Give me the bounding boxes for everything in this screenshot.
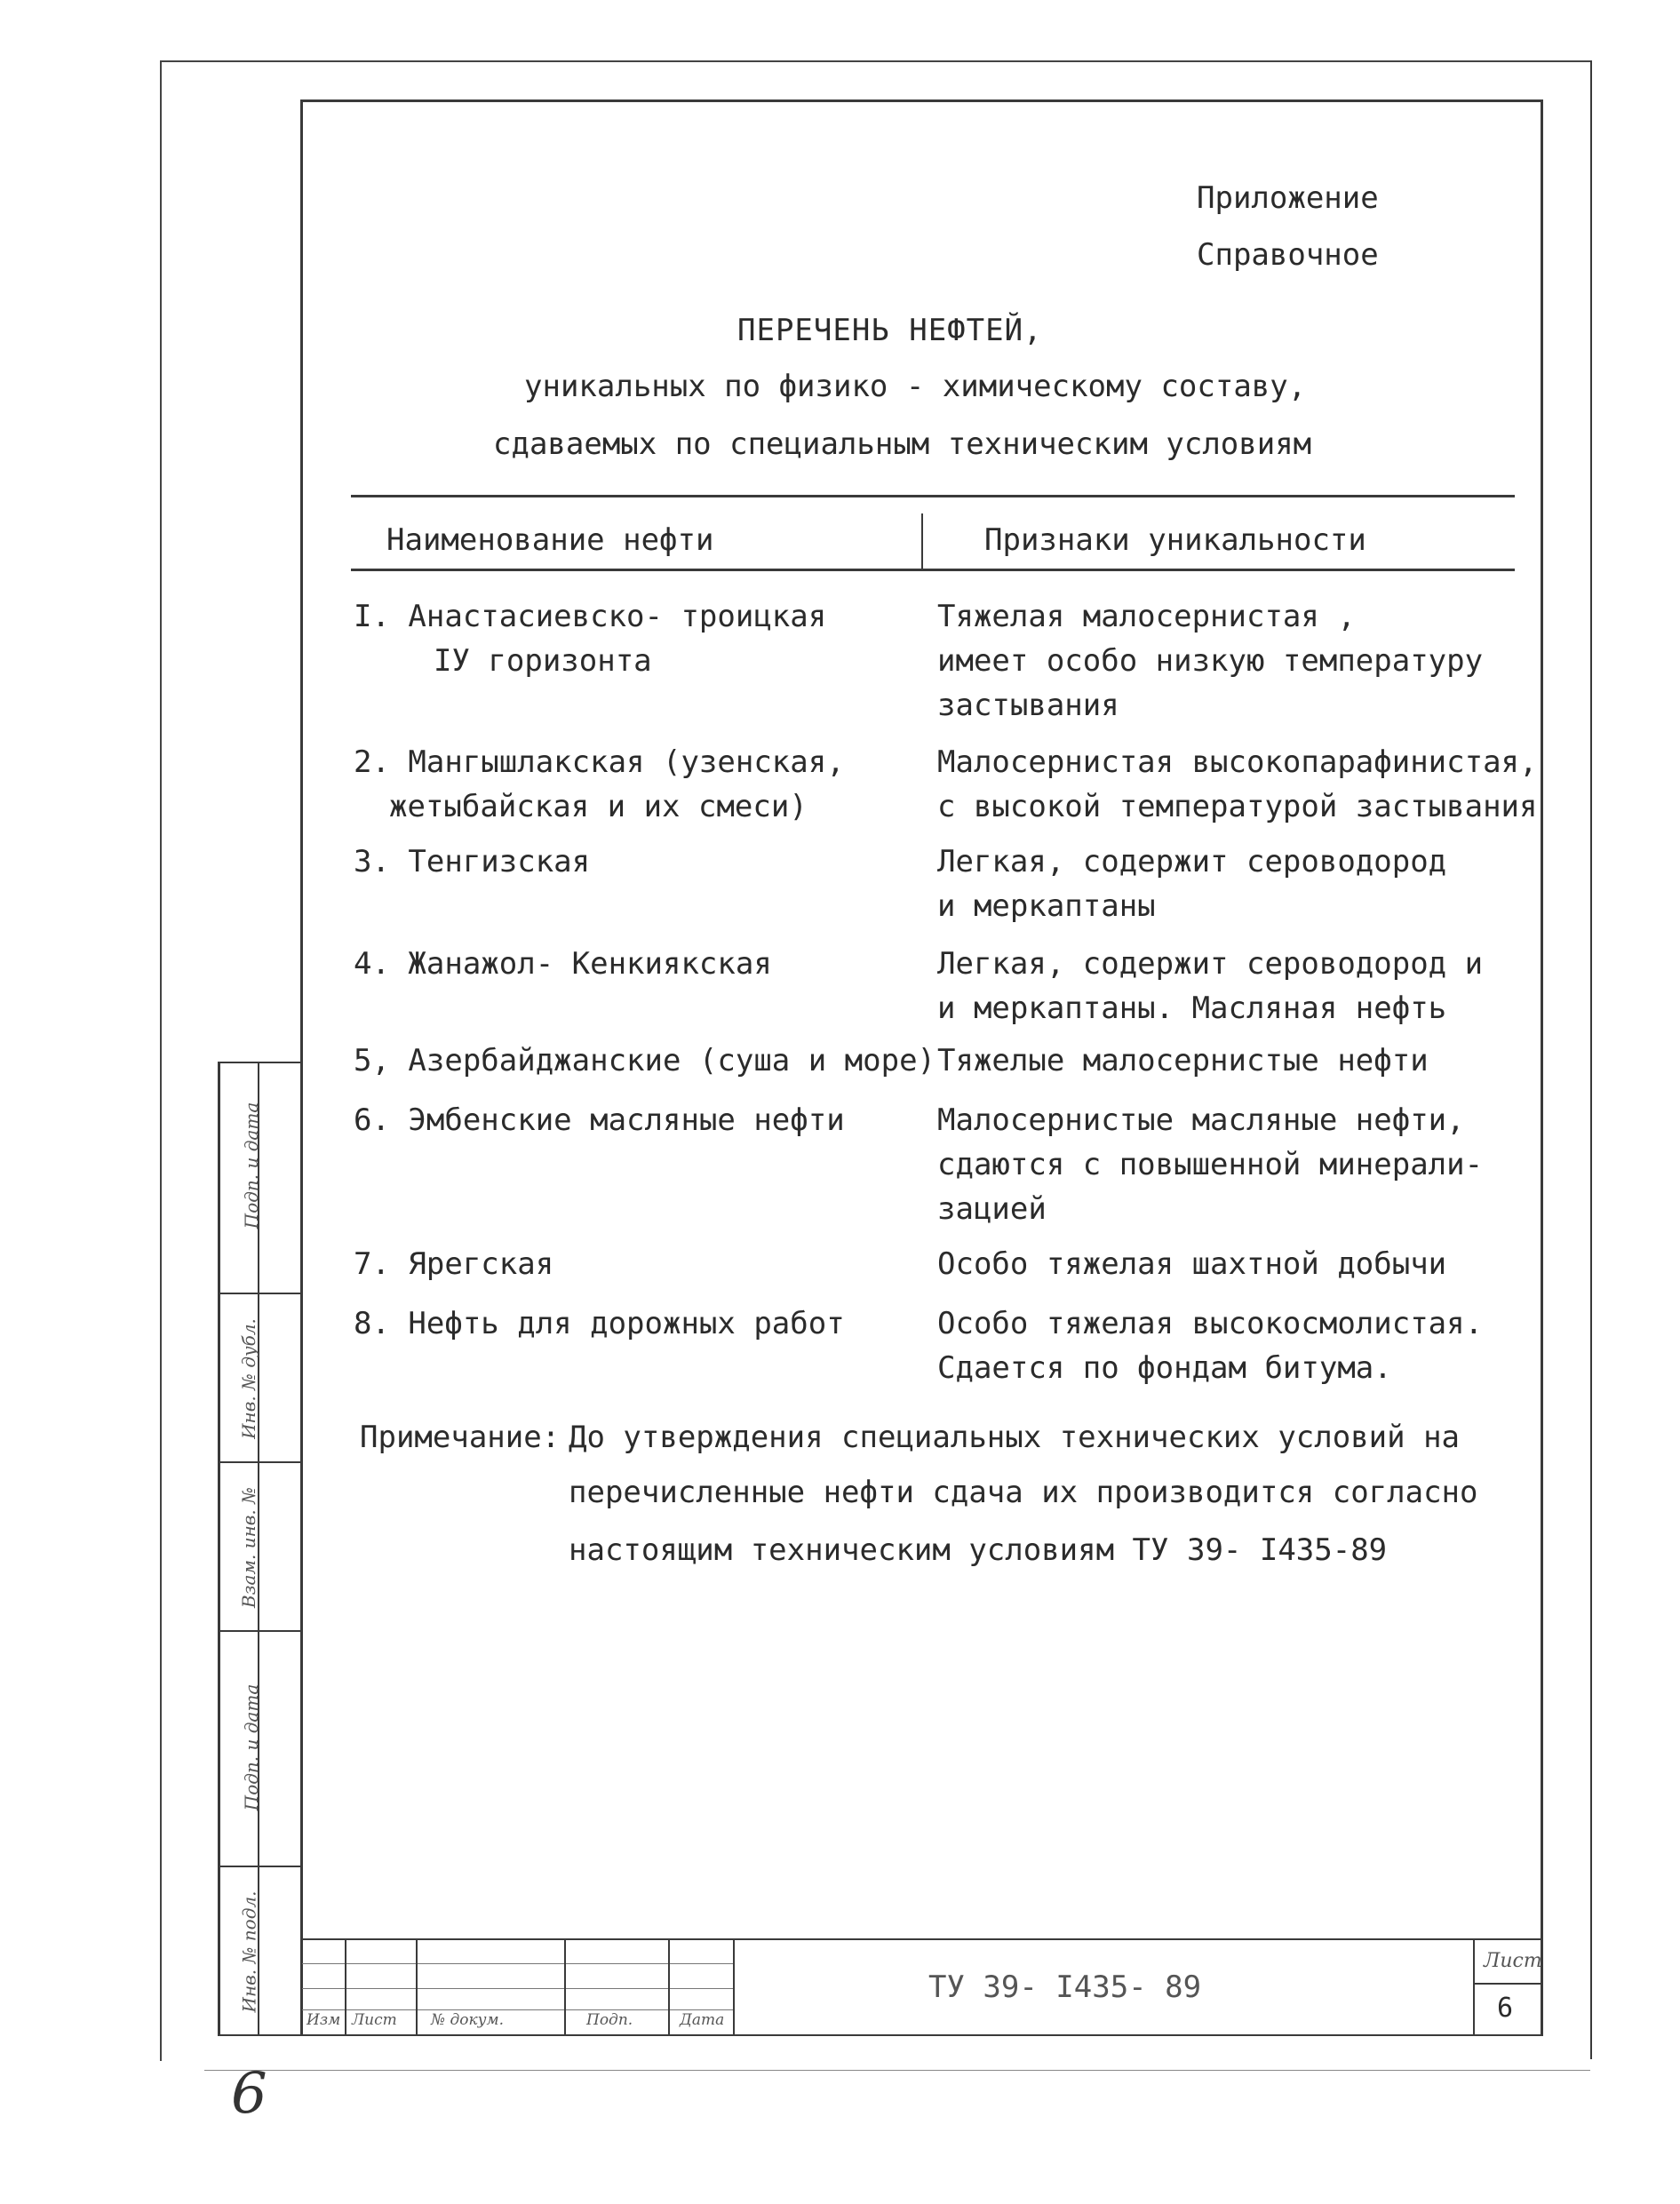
- col-label-list: Лист: [352, 2011, 397, 2029]
- row-7-name: 7. Ярегская: [354, 1246, 554, 1282]
- inner-frame-top: [300, 99, 1542, 102]
- title-line-2: уникальных по физико - химическому составу,: [524, 369, 1307, 404]
- appendix-type: Справочное: [1197, 237, 1379, 273]
- inner-frame-bottom: [218, 2034, 1543, 2036]
- side-label-4: Подп. и дата: [241, 1683, 263, 1811]
- appendix-label: Приложение: [1197, 180, 1379, 216]
- row-7-features: Особо тяжелая шахтной добычи: [937, 1246, 1447, 1282]
- sheet-number: 6: [1497, 1993, 1514, 2024]
- inner-frame-left: [300, 99, 303, 2036]
- row-6-features: Малосернистые масляные нефти, сдаются с повышенной минерали- зацией: [937, 1102, 1484, 1227]
- row-1-name: I. Анастасиевско- троицкая IУ горизонта: [354, 599, 827, 679]
- table-header-divider: [921, 513, 923, 569]
- row-6-name: 6. Эмбенские масляные нефти: [354, 1102, 845, 1138]
- row-4-name: 4. Жанажол- Кенкиякская: [354, 946, 772, 982]
- sheet-label: Лист: [1484, 1950, 1542, 1972]
- row-4-features: Легкая, содержит сероводород и и меркаптаны. Масляная нефть: [937, 946, 1484, 1026]
- row-3-features: Легкая, содержит сероводород и меркаптаны: [937, 844, 1447, 924]
- row-8-features: Особо тяжелая высокосмолистая. Сдается по фондам битума.: [937, 1306, 1484, 1386]
- col-label-date: Дата: [680, 2011, 725, 2029]
- col-label-sign: Подп.: [586, 2011, 633, 2029]
- note-label: Примечание:: [360, 1420, 561, 1455]
- col-label-izm: Изм: [307, 2011, 341, 2029]
- row-5-name: 5, Азербайджанские (суша и море): [354, 1043, 936, 1078]
- row-5-features: Тяжелые малосернистые нефти: [937, 1043, 1429, 1078]
- row-2-features: Малосернистая высокопарафинистая, с высокой температурой застывания: [937, 744, 1538, 824]
- bottom-dashed-edge: [204, 2070, 1590, 2071]
- side-label-5: Инв. № подл.: [238, 1890, 260, 2013]
- outer-frame-right: [1590, 60, 1592, 2059]
- note-line-1: До утверждения специальных технических условий на: [569, 1420, 1461, 1455]
- row-2-name: 2. Мангышлакская (узенская, жетыбайская и их смеси): [354, 744, 845, 824]
- row-1-features: Тяжелая малосернистая , имеет особо низкую температуру застывания: [937, 599, 1484, 723]
- title-line-3: сдаваемых по специальным техническим условиям: [493, 426, 1312, 462]
- side-label-2: Инв. № дубл.: [237, 1318, 259, 1439]
- title-line-1: ПЕРЕЧЕНЬ НЕФТЕЙ,: [737, 313, 1043, 348]
- table-header-features: Признаки уникальности: [984, 522, 1366, 558]
- col-label-doc: № докум.: [431, 2011, 505, 2029]
- doc-code: ТУ 39- I435- 89: [928, 1969, 1202, 2005]
- inner-frame-right: [1541, 99, 1543, 2036]
- handwritten-page-number: 6: [231, 2061, 267, 2127]
- note-line-3: настоящим техническим условиям ТУ 39- I435-89: [569, 1532, 1388, 1568]
- side-label-3: Взам. инв. №: [238, 1486, 260, 1609]
- table-header-rule: [351, 569, 1515, 571]
- row-3-name: 3. Тенгизская: [354, 844, 591, 879]
- row-8-name: 8. Нефть для дорожных работ: [354, 1306, 845, 1341]
- note-line-2: перечисленные нефти сдача их производится согласно: [569, 1475, 1478, 1510]
- table-top-rule: [351, 495, 1515, 497]
- table-header-name: Наименование нефти: [386, 522, 714, 558]
- side-label-1: Подп. и дата: [241, 1102, 263, 1229]
